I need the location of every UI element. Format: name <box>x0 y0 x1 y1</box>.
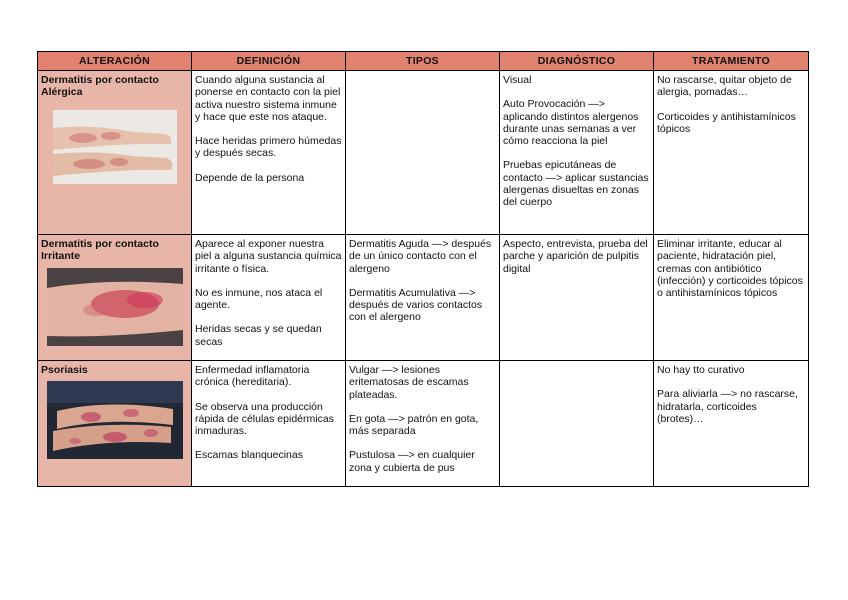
allergic-rash-image <box>53 110 177 184</box>
tratamiento-text: Eliminar irritante, educar al paciente, hidratación piel, cremas con antibiótico (infección) y corticoides tópicos o antihistamínicos tópicos <box>657 238 803 300</box>
diagnostico-text: Visual <box>503 74 532 86</box>
cell-alteracion <box>38 235 192 361</box>
definicion-text: Depende de la persona <box>195 171 305 184</box>
cell-diagnostico <box>500 71 654 235</box>
cell-tipos <box>346 361 500 487</box>
cell-definicion <box>192 235 346 361</box>
definicion-text: Enfermedad inflamatoria crónica (hereditaria). <box>195 364 310 389</box>
tratamiento-text: No hay tto curativo <box>657 364 745 376</box>
cell-tipos <box>346 71 500 235</box>
table-row <box>38 71 809 235</box>
diagnostico-text: Aspecto, entrevista, prueba del parche y aparición de pulpitis digital <box>503 238 648 275</box>
definicion-text: Se observa una producción rápida de células epidérmicas inmaduras. <box>195 400 334 438</box>
header-tratamiento: TRATAMIENTO <box>654 52 809 71</box>
cell-diagnostico <box>500 235 654 361</box>
header-definicion: DEFINICIÓN <box>192 52 346 71</box>
tipos-text: Pustulosa —> en cualquier zona y cubierta de pus <box>349 449 475 474</box>
header-row <box>38 52 809 71</box>
definicion-text: No es inmune, nos ataca el agente. <box>195 286 323 312</box>
alteracion-name: Psoriasis <box>41 364 88 376</box>
header-diagnostico: DIAGNÓSTICO <box>500 52 654 71</box>
cell-alteracion <box>38 361 192 487</box>
definicion-text: Heridas secas y se quedan secas <box>195 323 322 348</box>
table-row <box>38 235 809 361</box>
tipos-text: En gota —> patrón en gota, más separada <box>349 412 479 438</box>
cell-diagnostico <box>500 361 654 487</box>
cell-tratamiento <box>654 361 809 487</box>
cell-definicion <box>192 361 346 487</box>
cell-tratamiento <box>654 71 809 235</box>
tratamiento-text: Corticoides y antihistamínicos tópicos <box>657 110 796 135</box>
definicion-text: Cuando alguna sustancia al ponerse en contacto con la piel activa nuestro sistema inmune y hace que este nos ataque. <box>195 74 341 123</box>
definicion-text: Escamas blanquecinas <box>195 449 303 462</box>
diagnostico-text: Pruebas epicutáneas de contacto —> aplicar sustancias alergenas disueltas en zonas del cuerpo <box>503 159 649 209</box>
alteracion-name: Dermatitis por contacto Alérgica <box>41 74 159 99</box>
psoriasis-image <box>47 381 183 459</box>
cell-tratamiento <box>654 235 809 361</box>
definicion-text: Aparece al exponer nuestra piel a alguna sustancia química irritante o física. <box>195 238 342 275</box>
header-tipos: TIPOS <box>346 52 500 71</box>
tipos-text: Dermatitis Aguda —> después de un único contacto con el alergeno <box>349 238 492 275</box>
tratamiento-text: No rascarse, quitar objeto de alergia, pomadas… <box>657 74 792 99</box>
cell-definicion <box>192 71 346 235</box>
tipos-text: Vulgar —> lesiones eritematosas de escamas plateadas. <box>349 364 469 401</box>
diagnostico-text: Auto Provocación —> aplicando distintos alergenos durante unas semanas a ver cómo reacciona la piel <box>503 98 639 148</box>
table-row <box>38 361 809 487</box>
dermatology-table <box>37 51 809 487</box>
cell-alteracion <box>38 71 192 235</box>
header-alteracion: ALTERACIÓN <box>38 52 192 71</box>
cell-tipos <box>346 235 500 361</box>
tratamiento-text: Para aliviarla —> no rascarse, hidratarla, corticoides (brotes)… <box>657 388 798 425</box>
definicion-text: Hace heridas primero húmedas y después secas. <box>195 135 342 160</box>
alteracion-name: Dermatitis por contacto Irritante <box>41 238 159 263</box>
tipos-text: Dermatitis Acumulativa —> después de varios contactos con el alergeno <box>349 286 483 324</box>
irritant-rash-image <box>47 268 183 346</box>
